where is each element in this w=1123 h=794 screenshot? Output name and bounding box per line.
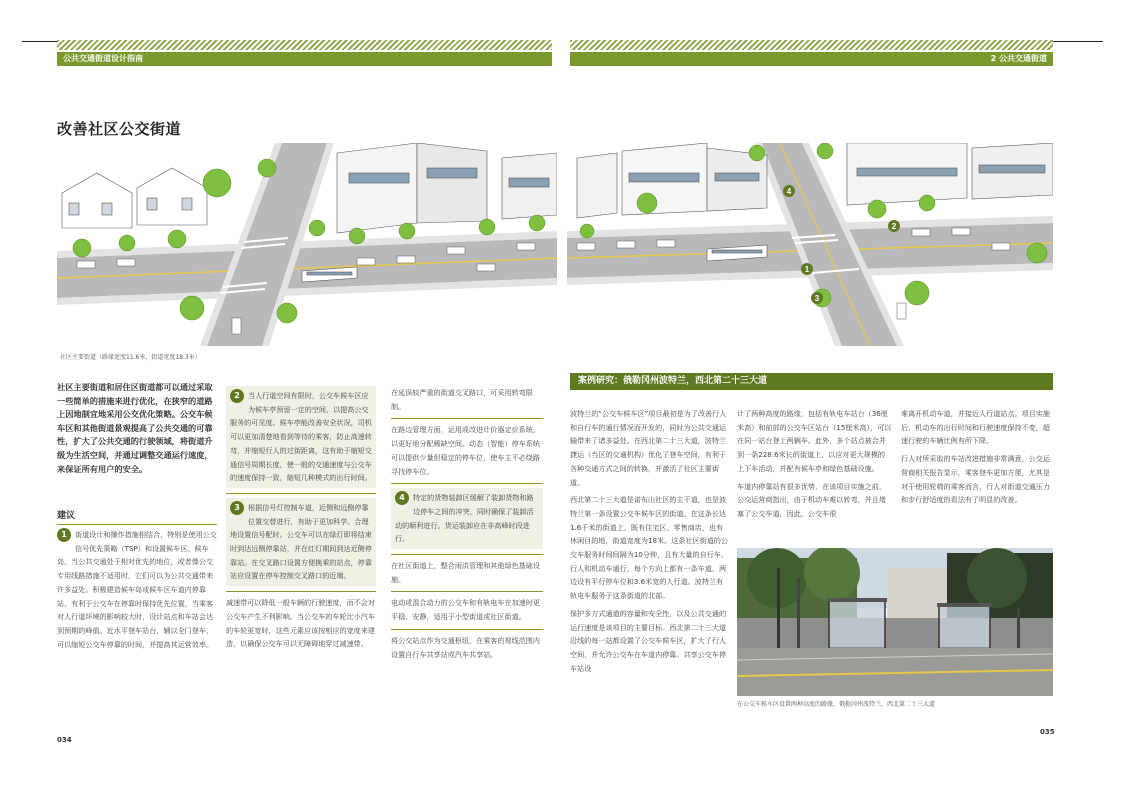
recommendation-col-2 — [226, 386, 376, 651]
street-illustration-right — [567, 143, 1053, 346]
case-col-2 — [737, 407, 892, 525]
recommendation-col-3 — [391, 386, 543, 661]
recommendation-item: 在路边管理方面，运用或改进计价器定价系统，以更好地分配稀缺空间。动态（智能）停车系统可以提供少量但稳定的停车位，使车主不必绕路寻找停车位。 — [391, 425, 540, 476]
case-paragraph: 波特兰的“公交车候车区”项目最初是为了改善行人和自行车的通行情况而开发的，同时为公共交通运输带来了诸多益处。在西北第二十三大道，波特兰捷运（当区的交通机构）优化了登车空间，有利于各种交通方式之间的转换，并激活了社区主要街道。 — [570, 409, 727, 487]
bus-stop-photo — [737, 548, 1053, 696]
case-col-3 — [901, 407, 1053, 511]
divider — [391, 418, 543, 419]
recommendation-text: 当人行道空间有限时，公交车候车区应为候车亭预留一定的空间，以提高公交服务的可见度。候车亭能改善安全状况，司机可以更加清楚地看到等待的乘客，防止高速转弯，并缩短行人的过街距离，这有助于缩短交通信号周期长度，使一般的交通速度与公交车的速度保持一致，缩短几种模式的出行时间。 — [230, 391, 372, 483]
recommendation-item: 在延误较严重的街道交叉路口，可采用转弯限制。 — [391, 388, 533, 411]
case-paragraph: 西北第二十三大道是诺布山社区的主干道，也是波特兰第一条设置公交车候车区的街道。在这条长达1.6千米的街道上，既有住宅区、零售商店，也有休闲目的地，街道宽度为18米。这条社区街道的公交车服务时间间隔为10分钟，且有大量的自行车、行人和机动车通行，每个方向上都有一条车道，两边设有平行停车位和3.6米宽的人行道。波特兰有轨电车服务于这条街道的北部。 — [570, 495, 728, 601]
recommendation-col-1 — [57, 528, 217, 655]
recommendation-item: 在社区街道上，整合雨洪管理和其他绿色基础设施。 — [391, 561, 540, 584]
header-hatch — [570, 40, 1053, 50]
top-rule — [1053, 41, 1103, 42]
running-header: 公共交通街道设计指南 — [57, 52, 552, 66]
case-study-title-bar: 案例研究：俄勒冈州波特兰，西北第二十三大道 — [570, 373, 1053, 390]
case-paragraph: 车道内停靠站有很多优势，在该项目实施之前，公交运营商指出，由于机动车难以转弯，并且堵塞了公交车道，因此，公交车很 — [737, 481, 886, 518]
page-number-right: 035 — [1040, 728, 1055, 736]
number-badge: 2 — [230, 389, 244, 403]
intro-paragraph: 社区主要街道和居住区街道都可以通过采取一些简单的措施来进行优化，在狭窄的道路上因地制宜地采用公交优化策略。公交车候车区和其他街道景观提高了公共交通的可靠性，扩大了公共交通的行驶领域，将街道升级为生活空间，并通过调整交通运行速度，来保证所有用户的安全。 — [57, 382, 213, 474]
number-badge: 4 — [395, 491, 409, 505]
running-header: 2 公共交通街道 — [570, 52, 1053, 66]
recommendation-text: 街道设计和操作措施相结合，特别是使用公交信号优先策略（TSP）和设置候车区、候车岛，当公共交通处于相对优先的地位，或者像公交专用线路措施不适用时，它们可以为公共交通带来许多益处。积极建造候车岛或候车区车道内停靠站，有利于公交车在停靠时保持优先位置，当乘客对人行道环境的影响较大时，设计站点和车站会达到预期的峰值。近水平登车站台，辅以全门登车，可以缩短公交车停靠的时间，并提高其运营效率。 — [57, 530, 217, 649]
marker-3-label: 3 — [814, 294, 820, 303]
number-badge: 1 — [57, 528, 71, 542]
recommendation-item — [391, 488, 543, 549]
recommendation-text: 特定的货物装卸区缓解了装卸货物和路边停车之间的冲突，同时确保了装卸活动的顺利进行。货运装卸应在非高峰时段进行。 — [395, 493, 534, 544]
divider — [391, 483, 543, 484]
divider — [391, 629, 543, 630]
marker-1-label: 1 — [804, 265, 810, 274]
divider — [391, 554, 543, 555]
recommendation-item: 减速带可以降低一般车辆的行驶速度，而不会对公交车产生不利影响。当公交车的车轮比小汽车的车轮更宽时，这些元素应该按相应的宽度来建造，以确保公交车可以无障碍地穿过减速带。 — [226, 598, 375, 649]
case-paragraph: 难离开机动车道，并接近人行道站点。项目实施后，机动车的出行时间和行驶速度保持不变，超速行驶的车辆比例有所下降。 — [901, 409, 1050, 446]
section-title: 改善社区公交街道 — [57, 120, 182, 138]
recommendation-item — [226, 386, 376, 488]
case-paragraph: 行人对所采取的车站改进措施非常满意，公交运营商相关报告显示，乘客登车更加方便，尤其是对于使用轮椅的乘客而言，行人对街道交通压力和步行舒适度的看法有了明显的改善。 — [901, 454, 1050, 505]
marker-2-label: 2 — [891, 222, 897, 231]
case-paragraph: 计了两种高度的路缘，包括有轨电车站台（36厘米高）和前部的公交车区站台（15厘米高），可以在同一站台登上两辆车。此外，多个站点被合并到一条228.6米长的街道上，以应对更大规模的上下车活动，并配有候车亭和绿色基础设施。 — [737, 409, 892, 473]
recommendation-text: 根据信号灯控制车道，近侧和远侧停靠位置交替进行，有助于更加科学、合理地设置信号配时。公交车可以在绿灯即将结束时到达远侧停靠站，并在红灯期间到达近侧停靠站。在交叉路口设置方便换乘的站点，停靠站应设置在停车控制交叉路口的近端。 — [230, 502, 372, 581]
header-hatch — [57, 40, 552, 50]
recommendations-heading: 建议 — [57, 508, 217, 525]
marker-4-label: 4 — [786, 187, 792, 196]
recommendation-item — [226, 498, 376, 586]
illustration-caption: 社区主要街道（路缘宽度11.6米，街道宽度18.3米） — [60, 354, 201, 361]
page-number-left: 034 — [57, 736, 72, 744]
recommendation-item — [57, 528, 217, 651]
number-badge: 3 — [230, 501, 244, 515]
photo-caption: 在公交车候车区设置两种高度的路缘，俄勒冈州波特兰，西北第二十三大道 — [737, 701, 936, 708]
recommendation-item: 将公交站点作为交通枢纽，在乘客的视线范围内设置自行车共享站或汽车共享站。 — [391, 635, 540, 659]
divider — [391, 591, 543, 592]
divider — [226, 591, 376, 592]
case-col-1 — [570, 407, 728, 679]
case-paragraph: 保护多方式通道的容量和安全性，以及公共交通的运行速度是该项目的主要目标。西北第二十三大道沿线的每一站都设置了公交车候车区，扩大了行人空间，并允许公交车在车道内停靠。共享公交车停车站设 — [570, 608, 727, 673]
divider — [226, 493, 376, 494]
street-illustration-left — [57, 143, 557, 346]
recommendation-item: 电动或混合动力的公交车和有轨电车在加速时更平稳、安静，适用于小型街道或社区街道。 — [391, 598, 540, 622]
